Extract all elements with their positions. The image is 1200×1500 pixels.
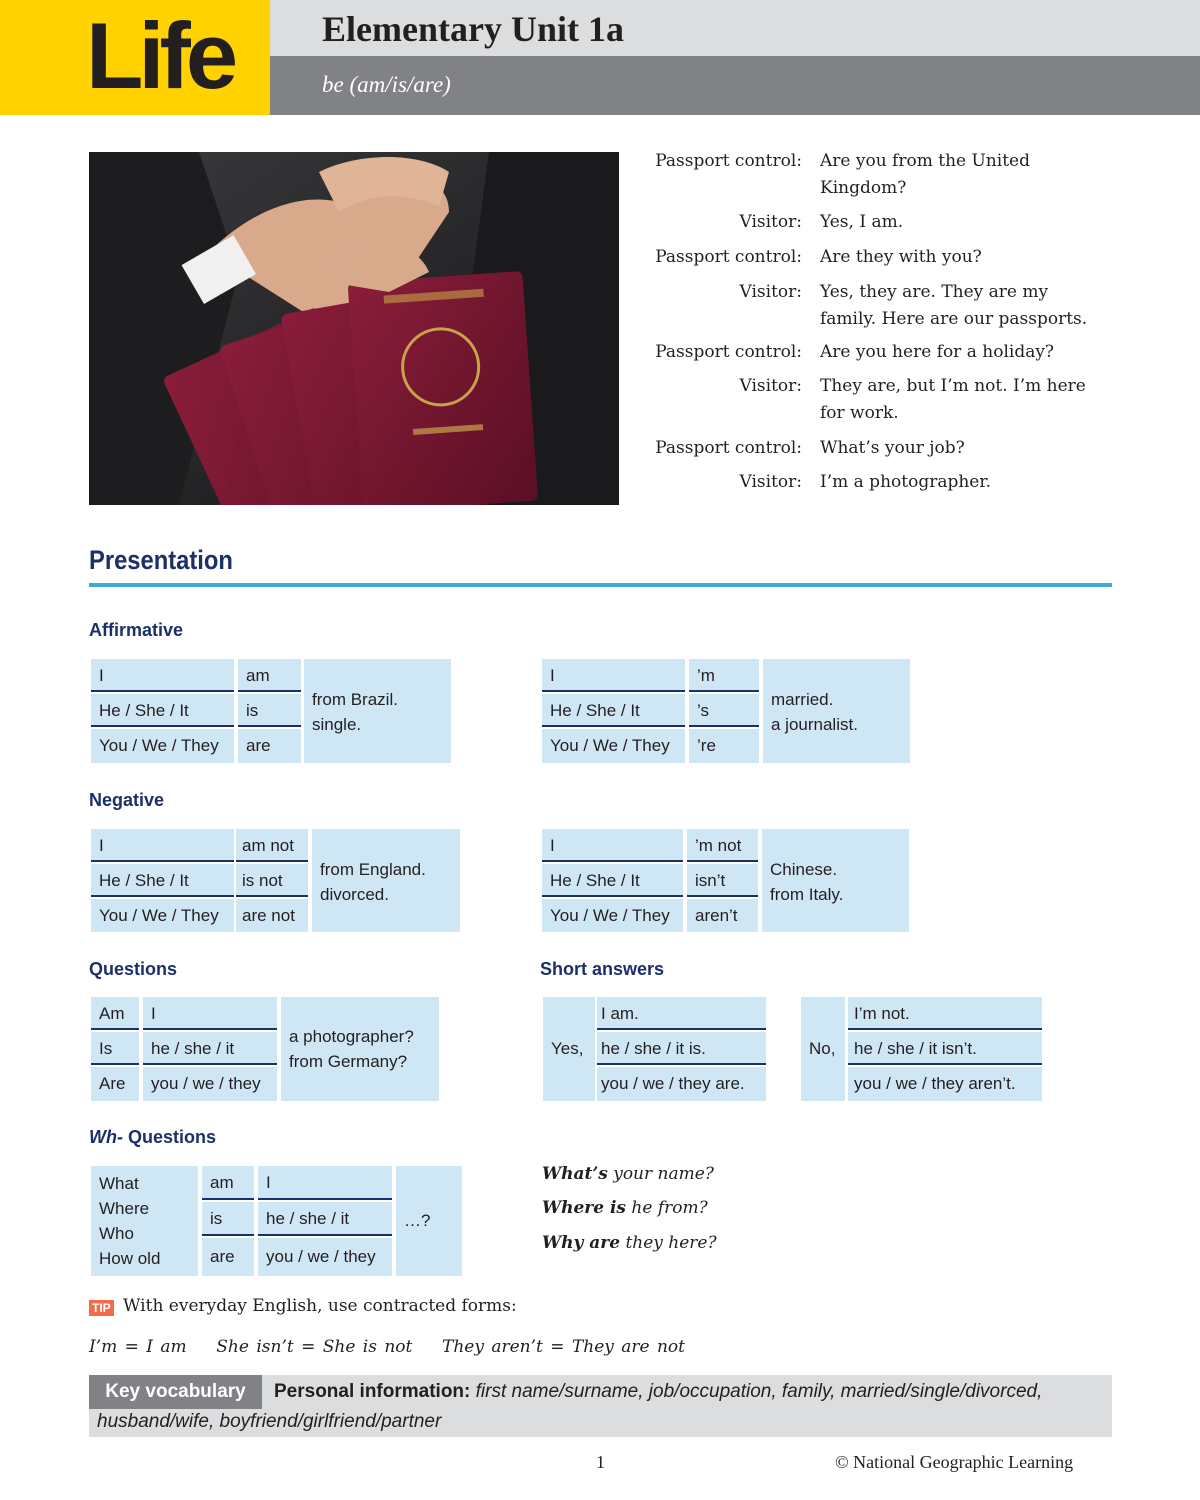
table-cell: you / we / they bbox=[143, 1067, 277, 1101]
dialogue-line: I’m a photographer. bbox=[820, 472, 992, 492]
dialogue-line: for work. bbox=[820, 403, 899, 423]
table-cell: is not bbox=[236, 864, 308, 897]
speaker-label: Visitor: bbox=[739, 472, 802, 492]
example-sentence bbox=[542, 1198, 708, 1218]
table-cell: are bbox=[202, 1238, 254, 1276]
table-cell: I bbox=[258, 1166, 392, 1200]
table-cell: I’m not. bbox=[848, 997, 1042, 1030]
speaker-label: Passport control: bbox=[655, 438, 802, 458]
wh-word: Who bbox=[99, 1224, 134, 1243]
key-vocabulary-line: husband/wife, boyfriend/girlfriend/partner bbox=[97, 1411, 442, 1432]
logo: Life bbox=[86, 3, 234, 108]
table-cell bbox=[312, 829, 460, 932]
dialogue-line: Are you here for a holiday? bbox=[820, 342, 1055, 362]
table-cell: am not bbox=[236, 829, 308, 862]
table-cell: He / She / It bbox=[542, 864, 683, 897]
wh-questions-heading bbox=[89, 1127, 216, 1148]
example-bold: What’s bbox=[542, 1164, 608, 1184]
table-cell bbox=[281, 997, 439, 1101]
table-cell: I bbox=[91, 659, 234, 692]
complement: single. bbox=[312, 715, 362, 734]
affirmative-heading: Affirmative bbox=[89, 620, 184, 640]
table-cell: Am bbox=[91, 997, 139, 1030]
wh-word: Where bbox=[99, 1199, 150, 1218]
complement: from England. bbox=[320, 860, 426, 879]
table-cell: he / she / it bbox=[143, 1032, 277, 1065]
page-subtitle: be (am/is/are) bbox=[322, 72, 451, 97]
table-cell: am bbox=[202, 1166, 254, 1200]
tip-text: With everyday English, use contracted forms: bbox=[123, 1296, 517, 1316]
dialogue-line: Are they with you? bbox=[820, 247, 982, 267]
table-cell: you / we / they bbox=[258, 1238, 392, 1276]
speaker-label: Visitor: bbox=[739, 212, 802, 232]
table-cell: I bbox=[91, 829, 234, 862]
table-cell: I am. bbox=[597, 997, 766, 1030]
passports-photo bbox=[89, 152, 619, 505]
example-bold: Where is bbox=[542, 1198, 626, 1218]
wh-word: What bbox=[99, 1174, 139, 1193]
short-answers-heading: Short answers bbox=[540, 959, 665, 979]
speaker-label: Passport control: bbox=[655, 342, 802, 362]
table-cell: is bbox=[202, 1202, 254, 1236]
table-cell: are not bbox=[236, 899, 308, 932]
table-cell: I bbox=[542, 829, 683, 862]
dialogue-line: They are, but I’m not. I’m here bbox=[820, 376, 1086, 396]
key-vocabulary-label: Key vocabulary bbox=[89, 1375, 262, 1409]
dialogue-line: Yes, I am. bbox=[820, 212, 904, 232]
table-cell: you / we / they are. bbox=[597, 1067, 766, 1101]
questions-heading: Questions bbox=[89, 959, 178, 979]
table-cell bbox=[91, 1166, 198, 1276]
complement: from Germany? bbox=[289, 1052, 408, 1071]
table-cell: is bbox=[238, 694, 301, 727]
wh-prefix: Wh- bbox=[89, 1127, 123, 1147]
table-cell: am bbox=[238, 659, 301, 692]
table-cell: You / We / They bbox=[542, 729, 685, 763]
dialogue-line: Are you from the United bbox=[820, 151, 1030, 171]
page-title: Elementary Unit 1a bbox=[322, 9, 624, 49]
dialogue-line: Kingdom? bbox=[820, 178, 907, 198]
table-cell: he / she / it is. bbox=[597, 1032, 766, 1065]
complement: a photographer? bbox=[289, 1027, 414, 1046]
complement: a journalist. bbox=[771, 715, 858, 734]
key-vocabulary-line bbox=[274, 1381, 1042, 1403]
vocab-words: first name/surname, job/occupation, family, married/single/divorced, bbox=[470, 1381, 1043, 1402]
table-cell bbox=[763, 659, 910, 763]
table-cell: You / We / They bbox=[91, 729, 234, 763]
table-cell: Yes, bbox=[543, 997, 595, 1101]
section-rule bbox=[89, 583, 1112, 587]
copyright: © National Geographic Learning bbox=[835, 1452, 1074, 1472]
dialogue-line: family. Here are our passports. bbox=[820, 309, 1088, 329]
speaker-label: Passport control: bbox=[655, 151, 802, 171]
speaker-label: Visitor: bbox=[739, 376, 802, 396]
table-cell: ’m not bbox=[687, 829, 758, 862]
negative-heading: Negative bbox=[89, 790, 165, 810]
complement: from Brazil. bbox=[312, 690, 398, 709]
example-rest: he from? bbox=[626, 1198, 708, 1218]
section-heading: Presentation bbox=[89, 545, 233, 575]
example-sentence bbox=[542, 1164, 714, 1184]
dialogue-line: What’s your job? bbox=[820, 438, 965, 458]
table-cell: he / she / it bbox=[258, 1202, 392, 1236]
table-cell: isn’t bbox=[687, 864, 758, 897]
complement: divorced. bbox=[320, 885, 389, 904]
table-cell: Is bbox=[91, 1032, 139, 1065]
table-cell: He / She / It bbox=[91, 864, 234, 897]
speaker-label: Visitor: bbox=[739, 282, 802, 302]
contractions-line: I’m = I am She isn’t = She is not They aren’t = They are not bbox=[89, 1337, 686, 1357]
wh-word: How old bbox=[99, 1249, 161, 1268]
table-cell: No, bbox=[801, 997, 845, 1101]
table-cell: I bbox=[542, 659, 685, 692]
table-cell: He / She / It bbox=[542, 694, 685, 727]
table-cell: I bbox=[143, 997, 277, 1030]
table-cell: ’re bbox=[689, 729, 759, 763]
page-number: 1 bbox=[596, 1452, 605, 1472]
table-cell bbox=[304, 659, 451, 763]
table-cell: he / she / it isn’t. bbox=[848, 1032, 1042, 1065]
complement: married. bbox=[771, 690, 834, 709]
example-sentence bbox=[542, 1233, 717, 1253]
table-cell: aren’t bbox=[687, 899, 758, 932]
table-cell bbox=[762, 829, 909, 932]
table-cell: Are bbox=[91, 1067, 139, 1101]
table-cell: You / We / They bbox=[542, 899, 683, 932]
example-rest: they here? bbox=[620, 1233, 717, 1253]
vocab-topic: Personal information: bbox=[274, 1381, 471, 1402]
table-cell: You / We / They bbox=[91, 899, 234, 932]
complement: from Italy. bbox=[770, 885, 844, 904]
table-cell: ’s bbox=[689, 694, 759, 727]
wh-label: Questions bbox=[122, 1127, 216, 1147]
table-cell: are bbox=[238, 729, 301, 763]
table-cell: He / She / It bbox=[91, 694, 234, 727]
dialogue-line: Yes, they are. They are my bbox=[820, 282, 1049, 302]
complement: Chinese. bbox=[770, 860, 838, 879]
example-rest: your name? bbox=[607, 1164, 714, 1184]
table-cell: ’m bbox=[689, 659, 759, 692]
table-cell: …? bbox=[396, 1166, 462, 1276]
tip-badge: TIP bbox=[89, 1300, 114, 1316]
table-cell: you / we / they aren’t. bbox=[848, 1067, 1042, 1101]
speaker-label: Passport control: bbox=[655, 247, 802, 267]
example-bold: Why are bbox=[542, 1233, 621, 1253]
